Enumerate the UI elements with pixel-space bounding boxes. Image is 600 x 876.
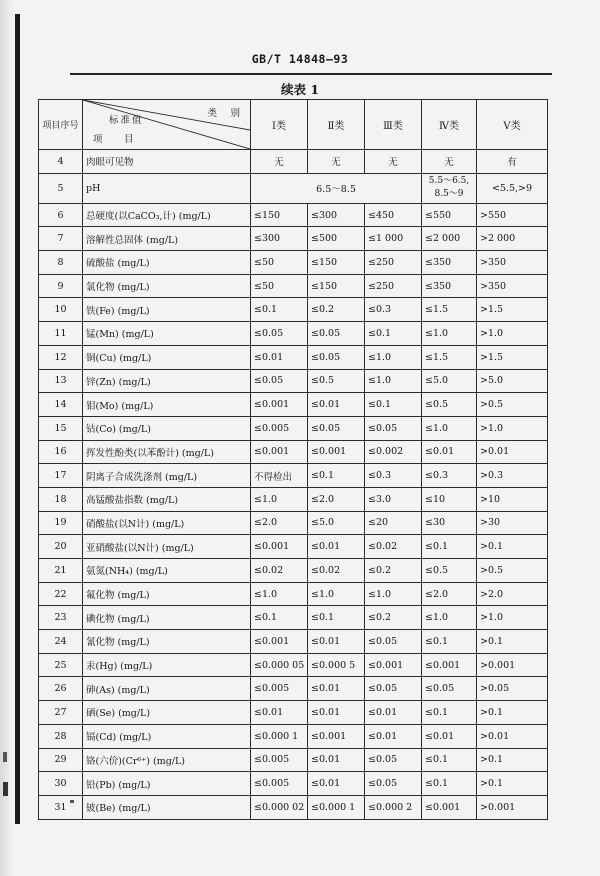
value-class-1: ≤0.000 1 (251, 724, 308, 748)
value-class-1: ≤300 (251, 227, 308, 251)
value-class-5: >1.0 (477, 322, 548, 346)
row-number: 11 (39, 322, 83, 346)
table-row (39, 582, 548, 606)
value-class-1: ≤0.001 (251, 535, 308, 559)
row-number: 6 (39, 203, 83, 227)
value-class-1: 不得检出 (251, 464, 308, 488)
scan-mark (70, 800, 74, 803)
header-class-3: Ⅲ类 (365, 100, 422, 150)
value-class-3: ≤0.001 (365, 653, 422, 677)
row-item-name: 砷(As) (mg/L) (83, 677, 251, 701)
row-number: 26 (39, 677, 83, 701)
table-row (39, 298, 548, 322)
value-class-1: ≤0.1 (251, 606, 308, 630)
row-number: 17 (39, 464, 83, 488)
value-class-1-3: 6.5～8.5 (251, 173, 422, 203)
value-class-5: >0.001 (477, 653, 548, 677)
value-class-1: ≤0.005 (251, 416, 308, 440)
value-class-1: 无 (251, 150, 308, 174)
row-item-name: 氟化物 (mg/L) (83, 582, 251, 606)
value-class-1: ≤0.000 02 (251, 795, 308, 819)
value-class-4: ≤1.5 (422, 298, 477, 322)
row-number: 31 (39, 795, 83, 819)
value-class-3: ≤0.002 (365, 440, 422, 464)
value-class-5: >0.1 (477, 630, 548, 654)
row-item-name: 汞(Hg) (mg/L) (83, 653, 251, 677)
value-class-1: ≤0.1 (251, 298, 308, 322)
value-class-4: ≤10 (422, 487, 477, 511)
header-class-2: Ⅱ类 (308, 100, 365, 150)
row-number: 14 (39, 393, 83, 417)
value-class-4: ≤0.3 (422, 464, 477, 488)
value-class-4: ≤550 (422, 203, 477, 227)
value-class-2: ≤0.01 (308, 677, 365, 701)
value-class-1: ≤0.01 (251, 701, 308, 725)
value-class-2: ≤500 (308, 227, 365, 251)
row-item-name: 钼(Mo) (mg/L) (83, 393, 251, 417)
table-row (39, 559, 548, 583)
table-row (39, 345, 548, 369)
value-class-1: ≤1.0 (251, 582, 308, 606)
table-row (39, 630, 548, 654)
table-row (39, 606, 548, 630)
value-class-2: ≤0.000 1 (308, 795, 365, 819)
value-class-4: ≤0.5 (422, 393, 477, 417)
row-number: 23 (39, 606, 83, 630)
row-item-name: 镉(Cd) (mg/L) (83, 724, 251, 748)
value-class-1: ≤0.05 (251, 322, 308, 346)
value-class-4: ≤1.0 (422, 416, 477, 440)
value-class-4: ≤0.1 (422, 772, 477, 796)
value-class-5: >350 (477, 251, 548, 275)
value-class-4: 无 (422, 150, 477, 174)
row-number: 20 (39, 535, 83, 559)
value-class-2: ≤0.05 (308, 345, 365, 369)
value-class-1: ≤0.005 (251, 772, 308, 796)
table-row (39, 487, 548, 511)
value-class-2: ≤0.2 (308, 298, 365, 322)
row-number: 10 (39, 298, 83, 322)
value-class-4-line-1: 5.5～6.5, (428, 176, 470, 187)
header-item: 项 目 (93, 134, 140, 145)
row-number: 25 (39, 653, 83, 677)
value-class-3: ≤0.3 (365, 464, 422, 488)
value-class-3: ≤1.0 (365, 582, 422, 606)
value-class-3: ≤1.0 (365, 345, 422, 369)
table-row (39, 150, 548, 174)
row-item-name: 锌(Zn) (mg/L) (83, 369, 251, 393)
value-class-4: ≤1.0 (422, 606, 477, 630)
value-class-2: ≤0.01 (308, 630, 365, 654)
value-class-3: ≤1.0 (365, 369, 422, 393)
row-item-name: 肉眼可见物 (83, 150, 251, 174)
value-class-5: >2 000 (477, 227, 548, 251)
value-class-4: ≤5.0 (422, 369, 477, 393)
value-class-5: >0.5 (477, 393, 548, 417)
scan-mark (3, 782, 8, 796)
value-class-1: ≤150 (251, 203, 308, 227)
value-class-2: ≤0.001 (308, 724, 365, 748)
table-row (39, 653, 548, 677)
value-class-5: >0.01 (477, 724, 548, 748)
value-class-5: >1.0 (477, 416, 548, 440)
value-class-3: ≤250 (365, 251, 422, 275)
table-header-row (39, 100, 548, 150)
value-class-5: >0.1 (477, 701, 548, 725)
table-row (39, 535, 548, 559)
value-class-1: ≤0.005 (251, 677, 308, 701)
value-class-3: ≤0.000 2 (365, 795, 422, 819)
value-class-2: ≤1.0 (308, 582, 365, 606)
value-class-3: ≤0.1 (365, 393, 422, 417)
row-item-name: 硒(Se) (mg/L) (83, 701, 251, 725)
value-class-2: ≤0.05 (308, 416, 365, 440)
header-standard: 标准值 (109, 115, 144, 126)
value-class-3: ≤20 (365, 511, 422, 535)
row-item-name: 高锰酸盐指数 (mg/L) (83, 487, 251, 511)
value-class-2: ≤5.0 (308, 511, 365, 535)
value-class-2: ≤0.01 (308, 701, 365, 725)
row-number: 24 (39, 630, 83, 654)
value-class-5: >0.3 (477, 464, 548, 488)
value-class-5: >1.5 (477, 298, 548, 322)
row-item-name: 总硬度(以CaCO₃,计) (mg/L) (83, 203, 251, 227)
table-row (39, 511, 548, 535)
value-class-3: ≤0.02 (365, 535, 422, 559)
value-class-2: ≤0.02 (308, 559, 365, 583)
row-number: 15 (39, 416, 83, 440)
table-row (39, 322, 548, 346)
value-class-5: >0.1 (477, 772, 548, 796)
value-class-2: ≤0.1 (308, 606, 365, 630)
value-class-4: ≤2.0 (422, 582, 477, 606)
value-class-4-line-2: 8.5～9 (434, 189, 464, 200)
value-class-1: ≤0.001 (251, 393, 308, 417)
value-class-4: ≤0.01 (422, 440, 477, 464)
value-class-5: >1.5 (477, 345, 548, 369)
value-class-4: ≤0.05 (422, 677, 477, 701)
row-number: 4 (39, 150, 83, 174)
value-class-1: ≤0.000 05 (251, 653, 308, 677)
value-class-4: ≤0.1 (422, 630, 477, 654)
value-class-1: ≤0.05 (251, 369, 308, 393)
table-row (39, 251, 548, 275)
value-class-5: <5.5,>9 (477, 173, 548, 203)
value-class-1: ≤0.001 (251, 630, 308, 654)
header-diagonal-cell (83, 100, 251, 150)
value-class-5: >0.001 (477, 795, 548, 819)
value-class-2: ≤0.01 (308, 772, 365, 796)
row-number: 19 (39, 511, 83, 535)
table-row (39, 772, 548, 796)
row-item-name: 氨氮(NH₄) (mg/L) (83, 559, 251, 583)
value-class-3: ≤0.05 (365, 677, 422, 701)
row-item-name: 铅(Pb) (mg/L) (83, 772, 251, 796)
table-row (39, 393, 548, 417)
table-row (39, 677, 548, 701)
value-class-2: ≤0.01 (308, 535, 365, 559)
row-item-name: 氯化物 (mg/L) (83, 274, 251, 298)
value-class-1: ≤2.0 (251, 511, 308, 535)
value-class-5: 有 (477, 150, 548, 174)
row-number: 16 (39, 440, 83, 464)
row-item-name: 阴离子合成洗涤剂 (mg/L) (83, 464, 251, 488)
value-class-4 (422, 173, 477, 203)
row-item-name: 铬(六价)(Cr⁶⁺) (mg/L) (83, 748, 251, 772)
header-class-5: Ⅴ类 (477, 100, 548, 150)
value-class-2: ≤0.1 (308, 464, 365, 488)
quality-standard-table (38, 99, 548, 820)
value-class-4: ≤0.1 (422, 535, 477, 559)
table-row (39, 748, 548, 772)
value-class-3: ≤0.05 (365, 416, 422, 440)
value-class-1: ≤0.005 (251, 748, 308, 772)
row-number: 13 (39, 369, 83, 393)
value-class-3: ≤0.3 (365, 298, 422, 322)
row-number: 30 (39, 772, 83, 796)
value-class-3: ≤0.01 (365, 701, 422, 725)
row-number: 8 (39, 251, 83, 275)
value-class-4: ≤350 (422, 274, 477, 298)
row-item-name: 锰(Mn) (mg/L) (83, 322, 251, 346)
value-class-3: ≤0.1 (365, 322, 422, 346)
value-class-1: ≤0.001 (251, 440, 308, 464)
page-spine-shadow (0, 0, 24, 876)
row-item-name: 铜(Cu) (mg/L) (83, 345, 251, 369)
value-class-3: ≤0.05 (365, 748, 422, 772)
value-class-4: ≤0.5 (422, 559, 477, 583)
row-item-name: pH (83, 173, 251, 203)
value-class-2: 无 (308, 150, 365, 174)
value-class-5: >5.0 (477, 369, 548, 393)
value-class-5: >10 (477, 487, 548, 511)
value-class-4: ≤0.001 (422, 795, 477, 819)
value-class-5: >550 (477, 203, 548, 227)
value-class-3: ≤450 (365, 203, 422, 227)
value-class-2: ≤0.01 (308, 748, 365, 772)
table-row (39, 203, 548, 227)
row-item-name: 硝酸盐(以N计) (mg/L) (83, 511, 251, 535)
value-class-4: ≤1.0 (422, 322, 477, 346)
table-row (39, 724, 548, 748)
row-number: 18 (39, 487, 83, 511)
scan-mark (3, 752, 7, 762)
value-class-5: >30 (477, 511, 548, 535)
value-class-2: ≤2.0 (308, 487, 365, 511)
row-number: 9 (39, 274, 83, 298)
value-class-5: >1.0 (477, 606, 548, 630)
row-number: 28 (39, 724, 83, 748)
value-class-3: ≤0.01 (365, 724, 422, 748)
header-class-4: Ⅳ类 (422, 100, 477, 150)
value-class-2: ≤0.01 (308, 393, 365, 417)
value-class-5: >0.5 (477, 559, 548, 583)
value-class-4: ≤0.01 (422, 724, 477, 748)
value-class-2: ≤0.000 5 (308, 653, 365, 677)
value-class-3: ≤0.05 (365, 630, 422, 654)
row-number: 7 (39, 227, 83, 251)
header-seq: 项目序号 (39, 100, 83, 150)
value-class-4: ≤2 000 (422, 227, 477, 251)
value-class-1: ≤1.0 (251, 487, 308, 511)
value-class-3: ≤0.2 (365, 559, 422, 583)
table-caption: 续表 1 (280, 82, 320, 97)
value-class-1: ≤50 (251, 274, 308, 298)
binding-edge-line (15, 14, 20, 824)
value-class-2: ≤0.001 (308, 440, 365, 464)
value-class-1: ≤0.02 (251, 559, 308, 583)
row-number: 12 (39, 345, 83, 369)
row-item-name: 硫酸盐 (mg/L) (83, 251, 251, 275)
row-item-name: 挥发性酚类(以苯酚计) (mg/L) (83, 440, 251, 464)
value-class-2: ≤0.5 (308, 369, 365, 393)
value-class-3: ≤1 000 (365, 227, 422, 251)
value-class-5: >0.05 (477, 677, 548, 701)
row-item-name: 亚硝酸盐(以N计) (mg/L) (83, 535, 251, 559)
document-code: GB/T 14848—93 (251, 52, 349, 66)
value-class-3: ≤0.2 (365, 606, 422, 630)
row-number: 22 (39, 582, 83, 606)
value-class-5: >0.1 (477, 535, 548, 559)
table-row (39, 369, 548, 393)
row-item-name: 钴(Co) (mg/L) (83, 416, 251, 440)
table-row (39, 440, 548, 464)
value-class-4: ≤30 (422, 511, 477, 535)
value-class-5: >0.01 (477, 440, 548, 464)
value-class-4: ≤0.001 (422, 653, 477, 677)
value-class-5: >350 (477, 274, 548, 298)
value-class-3: ≤0.05 (365, 772, 422, 796)
header-class-1: Ⅰ类 (251, 100, 308, 150)
header-rule (70, 73, 552, 75)
table-row (39, 173, 548, 203)
table-row (39, 274, 548, 298)
value-class-4: ≤350 (422, 251, 477, 275)
row-number: 5 (39, 173, 83, 203)
table-row (39, 701, 548, 725)
value-class-1: ≤50 (251, 251, 308, 275)
table-row (39, 464, 548, 488)
row-number: 21 (39, 559, 83, 583)
row-item-name: 溶解性总固体 (mg/L) (83, 227, 251, 251)
table-row (39, 795, 548, 819)
value-class-3: ≤250 (365, 274, 422, 298)
value-class-2: ≤0.05 (308, 322, 365, 346)
value-class-2: ≤300 (308, 203, 365, 227)
row-item-name: 碘化物 (mg/L) (83, 606, 251, 630)
row-number: 27 (39, 701, 83, 725)
row-item-name: 铍(Be) (mg/L) (83, 795, 251, 819)
value-class-2: ≤150 (308, 274, 365, 298)
row-number: 29 (39, 748, 83, 772)
table-row (39, 416, 548, 440)
row-item-name: 铁(Fe) (mg/L) (83, 298, 251, 322)
value-class-3: 无 (365, 150, 422, 174)
value-class-2: ≤150 (308, 251, 365, 275)
value-class-3: ≤3.0 (365, 487, 422, 511)
value-class-4: ≤0.1 (422, 748, 477, 772)
value-class-5: >2.0 (477, 582, 548, 606)
value-class-1: ≤0.01 (251, 345, 308, 369)
table-row (39, 227, 548, 251)
header-category: 类 别 (207, 108, 242, 119)
row-item-name: 氰化物 (mg/L) (83, 630, 251, 654)
value-class-5: >0.1 (477, 748, 548, 772)
value-class-4: ≤0.1 (422, 701, 477, 725)
value-class-4: ≤1.5 (422, 345, 477, 369)
